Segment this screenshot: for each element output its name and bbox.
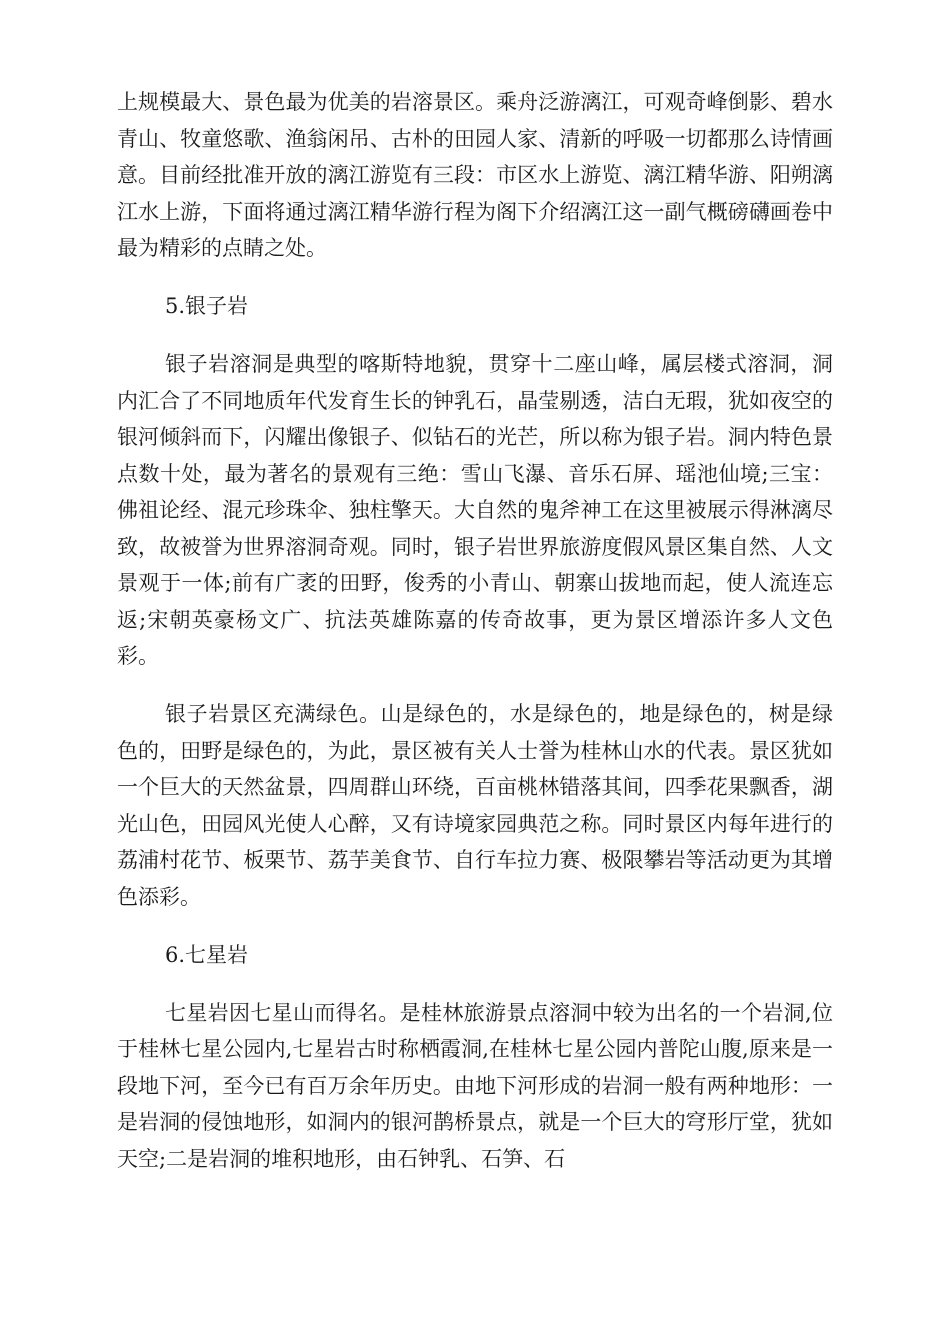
paragraph-yinziyan-green: 银子岩景区充满绿色。山是绿色的，水是绿色的，地是绿色的，树是绿色的，田野是绿色的，为此，景区被有关人士誉为桂林山水的代表。景区犹如一个巨大的天然盆景，四周群山环绕，百亩桃林错落其间，四季花果飘香，湖光山色，田园风光使人心醉，又有诗境家园典范之称。同时景区内每年进行的荔浦村花节、板栗节、荔芋美食节、自行车拉力赛、极限攀岩等活动更为其增色添彩。 bbox=[117, 702, 833, 909]
paragraph-lijiang-intro: 上规模最大、景色最为优美的岩溶景区。乘舟泛游漓江，可观奇峰倒影、碧水青山、牧童悠歌、渔翁闲吊、古朴的田园人家、清新的呼吸一切都那么诗情画意。目前经批准开放的漓江游览有三段：市区水上游览、漓江精华游、阳朔漓江水上游，下面将通过漓江精华游行程为阁下介绍漓江这一副气概磅礴画卷中最为精彩的点睛之处。 bbox=[117, 90, 833, 260]
paragraph-qixingyan: 七星岩因七星山而得名。是桂林旅游景点溶洞中较为出名的一个岩洞,位于桂林七星公园内,七星岩古时称栖霞洞,在桂林七星公园内普陀山腹,原来是一段地下河，至今已有百万余年历史。由地下河形成的岩洞一般有两种地形：一是岩洞的侵蚀地形，如洞内的银河鹊桥景点，就是一个巨大的穹形厅堂，犹如天空;二是岩洞的堆积地形，由石钟乳、石笋、石 bbox=[117, 1000, 833, 1171]
section-heading-yinziyan: 5.银子岩 bbox=[165, 294, 249, 318]
document-page bbox=[117, 84, 833, 1199]
section-heading-qixingyan: 6.七星岩 bbox=[165, 942, 249, 967]
paragraph-yinziyan-cave: 银子岩溶洞是典型的喀斯特地貌，贯穿十二座山峰，属层楼式溶洞，洞内汇合了不同地质年代发育生长的钟乳石，晶莹剔透，洁白无瑕，犹如夜空的银河倾斜而下，闪耀出像银子、似钻石的光芒，所以称为银子岩。洞内特色景点数十处，最为著名的景观有三绝：雪山飞瀑、音乐石屏、瑶池仙境;三宝：佛祖论经、混元珍珠伞、独柱擎天。大自然的鬼斧神工在这里被展示得淋漓尽致，故被誉为世界溶洞奇观。同时，银子岩世界旅游度假风景区集自然、人文景观于一体;前有广袤的田野，俊秀的小青山、朝寨山拔地而起，使人流连忘返;宋朝英豪杨文广、抗法英雄陈嘉的传奇故事，更为景区增添许多人文色彩。 bbox=[117, 352, 833, 668]
